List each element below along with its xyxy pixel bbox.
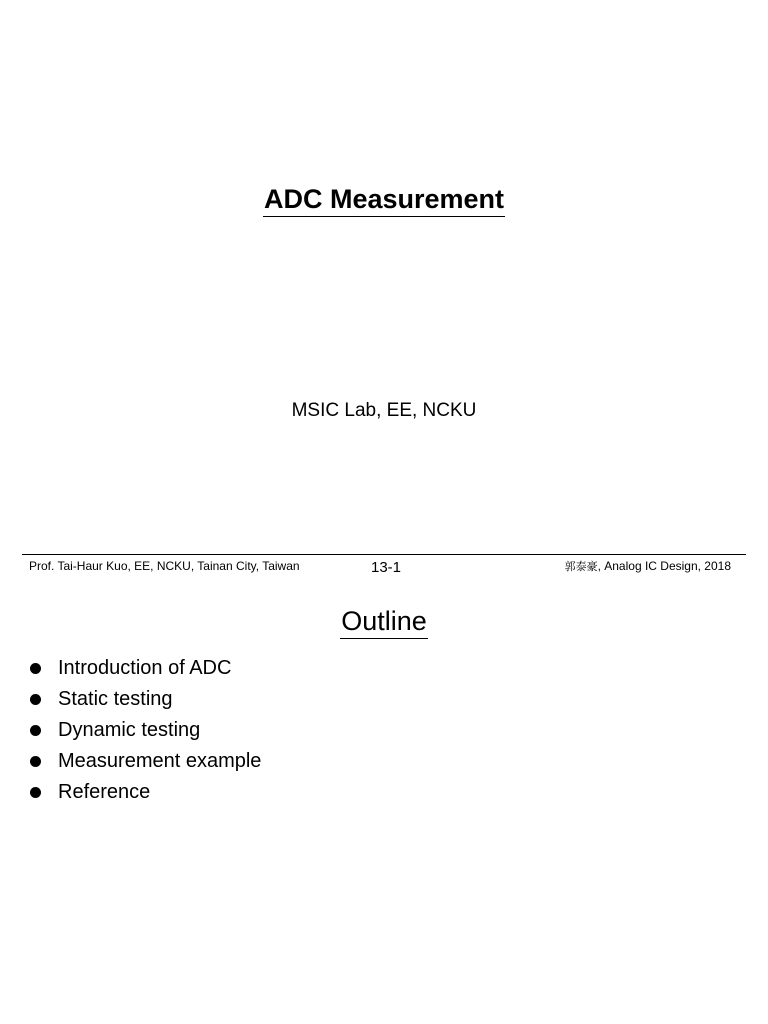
bullet-icon <box>30 663 41 674</box>
slide-title: ADC Measurement <box>263 182 505 217</box>
footer-divider <box>22 554 746 555</box>
list-item-label: Reference <box>58 781 151 803</box>
bullet-icon <box>30 725 41 736</box>
footer-author-cjk: 郭泰豪 <box>564 560 598 573</box>
list-item <box>28 746 261 777</box>
outline-title: Outline <box>340 604 428 639</box>
list-item-label: Introduction of ADC <box>58 657 232 679</box>
bullet-icon <box>30 756 41 767</box>
footer-course-label: , Analog IC Design, 2018 <box>597 559 731 573</box>
slide-subtitle: MSIC Lab, EE, NCKU <box>291 400 477 421</box>
footer-course <box>565 558 731 575</box>
list-item <box>28 777 261 808</box>
slide-title-block <box>0 182 768 217</box>
outline-list <box>28 653 261 808</box>
bullet-icon <box>30 787 41 798</box>
bullet-icon <box>30 694 41 705</box>
outline-title-block <box>0 604 768 639</box>
list-item <box>28 653 261 684</box>
list-item-label: Static testing <box>58 688 173 710</box>
list-item <box>28 715 261 746</box>
list-item <box>28 684 261 715</box>
footer-author: Prof. Tai-Haur Kuo, EE, NCKU, Tainan City, Taiwan <box>29 559 300 573</box>
list-item-label: Measurement example <box>58 750 262 772</box>
footer-page-number: 13-1 <box>370 559 402 576</box>
list-item-label: Dynamic testing <box>58 719 201 741</box>
